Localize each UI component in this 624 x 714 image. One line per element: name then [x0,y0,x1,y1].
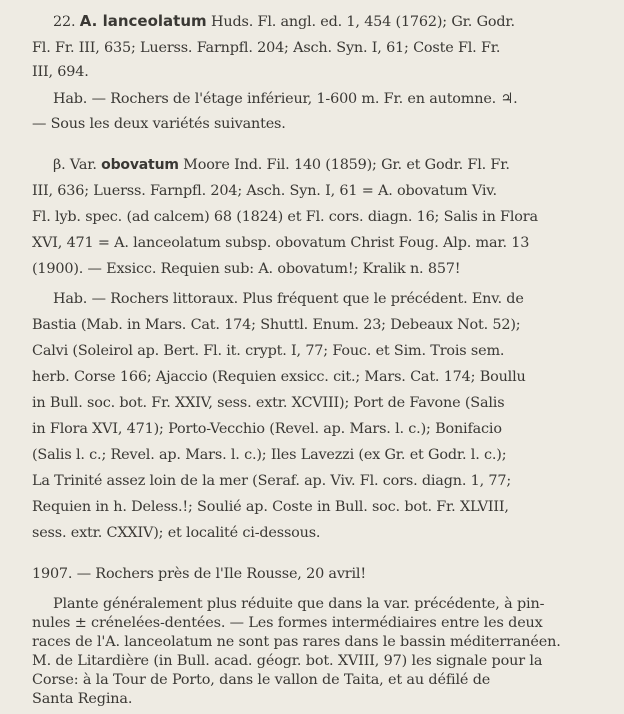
note-line: Santa Regina. [32,691,133,707]
variety-citation-line: (1900). — Exsicc. Requien sub: A. obovatum!; Kralik n. 857! [32,261,461,277]
variety-header-line [53,158,510,172]
species-citation-3: III, 694. [32,64,89,80]
variety-citation-line: Fl. lyb. spec. (ad calcem) 68 (1824) et Fl. cors. diagn. 16; Salis in Flora [32,209,538,225]
variety-prefix: β. Var. [53,157,102,173]
variety-habitat-line: La Trinité assez loin de la mer (Seraf. ap. Viv. Fl. cors. diagn. 1, 77; [32,473,512,489]
collection-record: 1907. — Rochers près de l'Ile Rousse, 20 avril! [32,566,366,582]
note-line: M. de Litardière (in Bull. acad. géogr. bot. XVIII, 97) les signale pour la [32,653,543,669]
variety-citation-1: Moore Ind. Fil. 140 (1859); Gr. et Godr. Fl. Fr. [178,157,510,173]
species-author: Huds. [206,14,254,30]
variety-habitat-line: Hab. — Rochers littoraux. Plus fréquent que le précédent. Env. de [53,291,524,307]
species-header-line [53,14,515,29]
variety-habitat-line: (Salis l. c.; Revel. ap. Mars. l. c.); Iles Lavezzi (ex Gr. et Godr. l. c.); [32,447,507,463]
species-habitat-note: — Sous les deux variétés suivantes. [32,116,286,132]
variety-name: obovatum [101,157,179,173]
species-citation-2: Fl. Fr. III, 635; Luerss. Farnpfl. 204; Asch. Syn. I, 61; Coste Fl. Fr. [32,40,501,56]
species-number: 22. [53,14,76,30]
variety-habitat-line: herb. Corse 166; Ajaccio (Requien exsicc. cit.; Mars. Cat. 174; Boullu [32,369,526,385]
variety-habitat-line: Requien in h. Deless.!; Soulié ap. Coste in Bull. soc. bot. Fr. XLVIII, [32,499,509,515]
species-habitat: Hab. — Rochers de l'étage inférieur, 1-600 m. Fr. en automne. ♃. [53,91,518,107]
note-line: Plante généralement plus réduite que dans la var. précédente, à pin- [53,596,545,612]
variety-citation-line: III, 636; Luerss. Farnpfl. 204; Asch. Syn. I, 61 = A. obovatum Viv. [32,183,497,199]
note-line: races de l'A. lanceolatum ne sont pas rares dans le bassin méditerranéen. [32,634,561,650]
variety-habitat-line: Calvi (Soleirol ap. Bert. Fl. it. crypt. I, 77; Fouc. et Sim. Trois sem. [32,343,505,359]
variety-habitat-line: in Bull. soc. bot. Fr. XXIV, sess. extr. XCVIII); Port de Favone (Salis [32,395,505,411]
species-citation-1: Fl. angl. ed. 1, 454 (1762); Gr. Godr. [253,14,515,30]
species-name: A. lanceolatum [79,12,207,30]
variety-habitat-line: Bastia (Mab. in Mars. Cat. 174; Shuttl. Enum. 23; Debeaux Not. 52); [32,317,521,333]
variety-habitat-line: sess. extr. CXXIV); et localité ci-dessous. [32,525,321,541]
note-line: nules ± crénelées-dentées. — Les formes intermédiaires entre les deux [32,615,543,631]
variety-habitat-line: in Flora XVI, 471); Porto-Vecchio (Revel. ap. Mars. l. c.); Bonifacio [32,421,502,437]
variety-citation-line: XVI, 471 = A. lanceolatum subsp. obovatum Christ Foug. Alp. mar. 13 [32,235,530,251]
note-line: Corse: à la Tour de Porto, dans le vallon de Taita, et au défilé de [32,672,491,688]
